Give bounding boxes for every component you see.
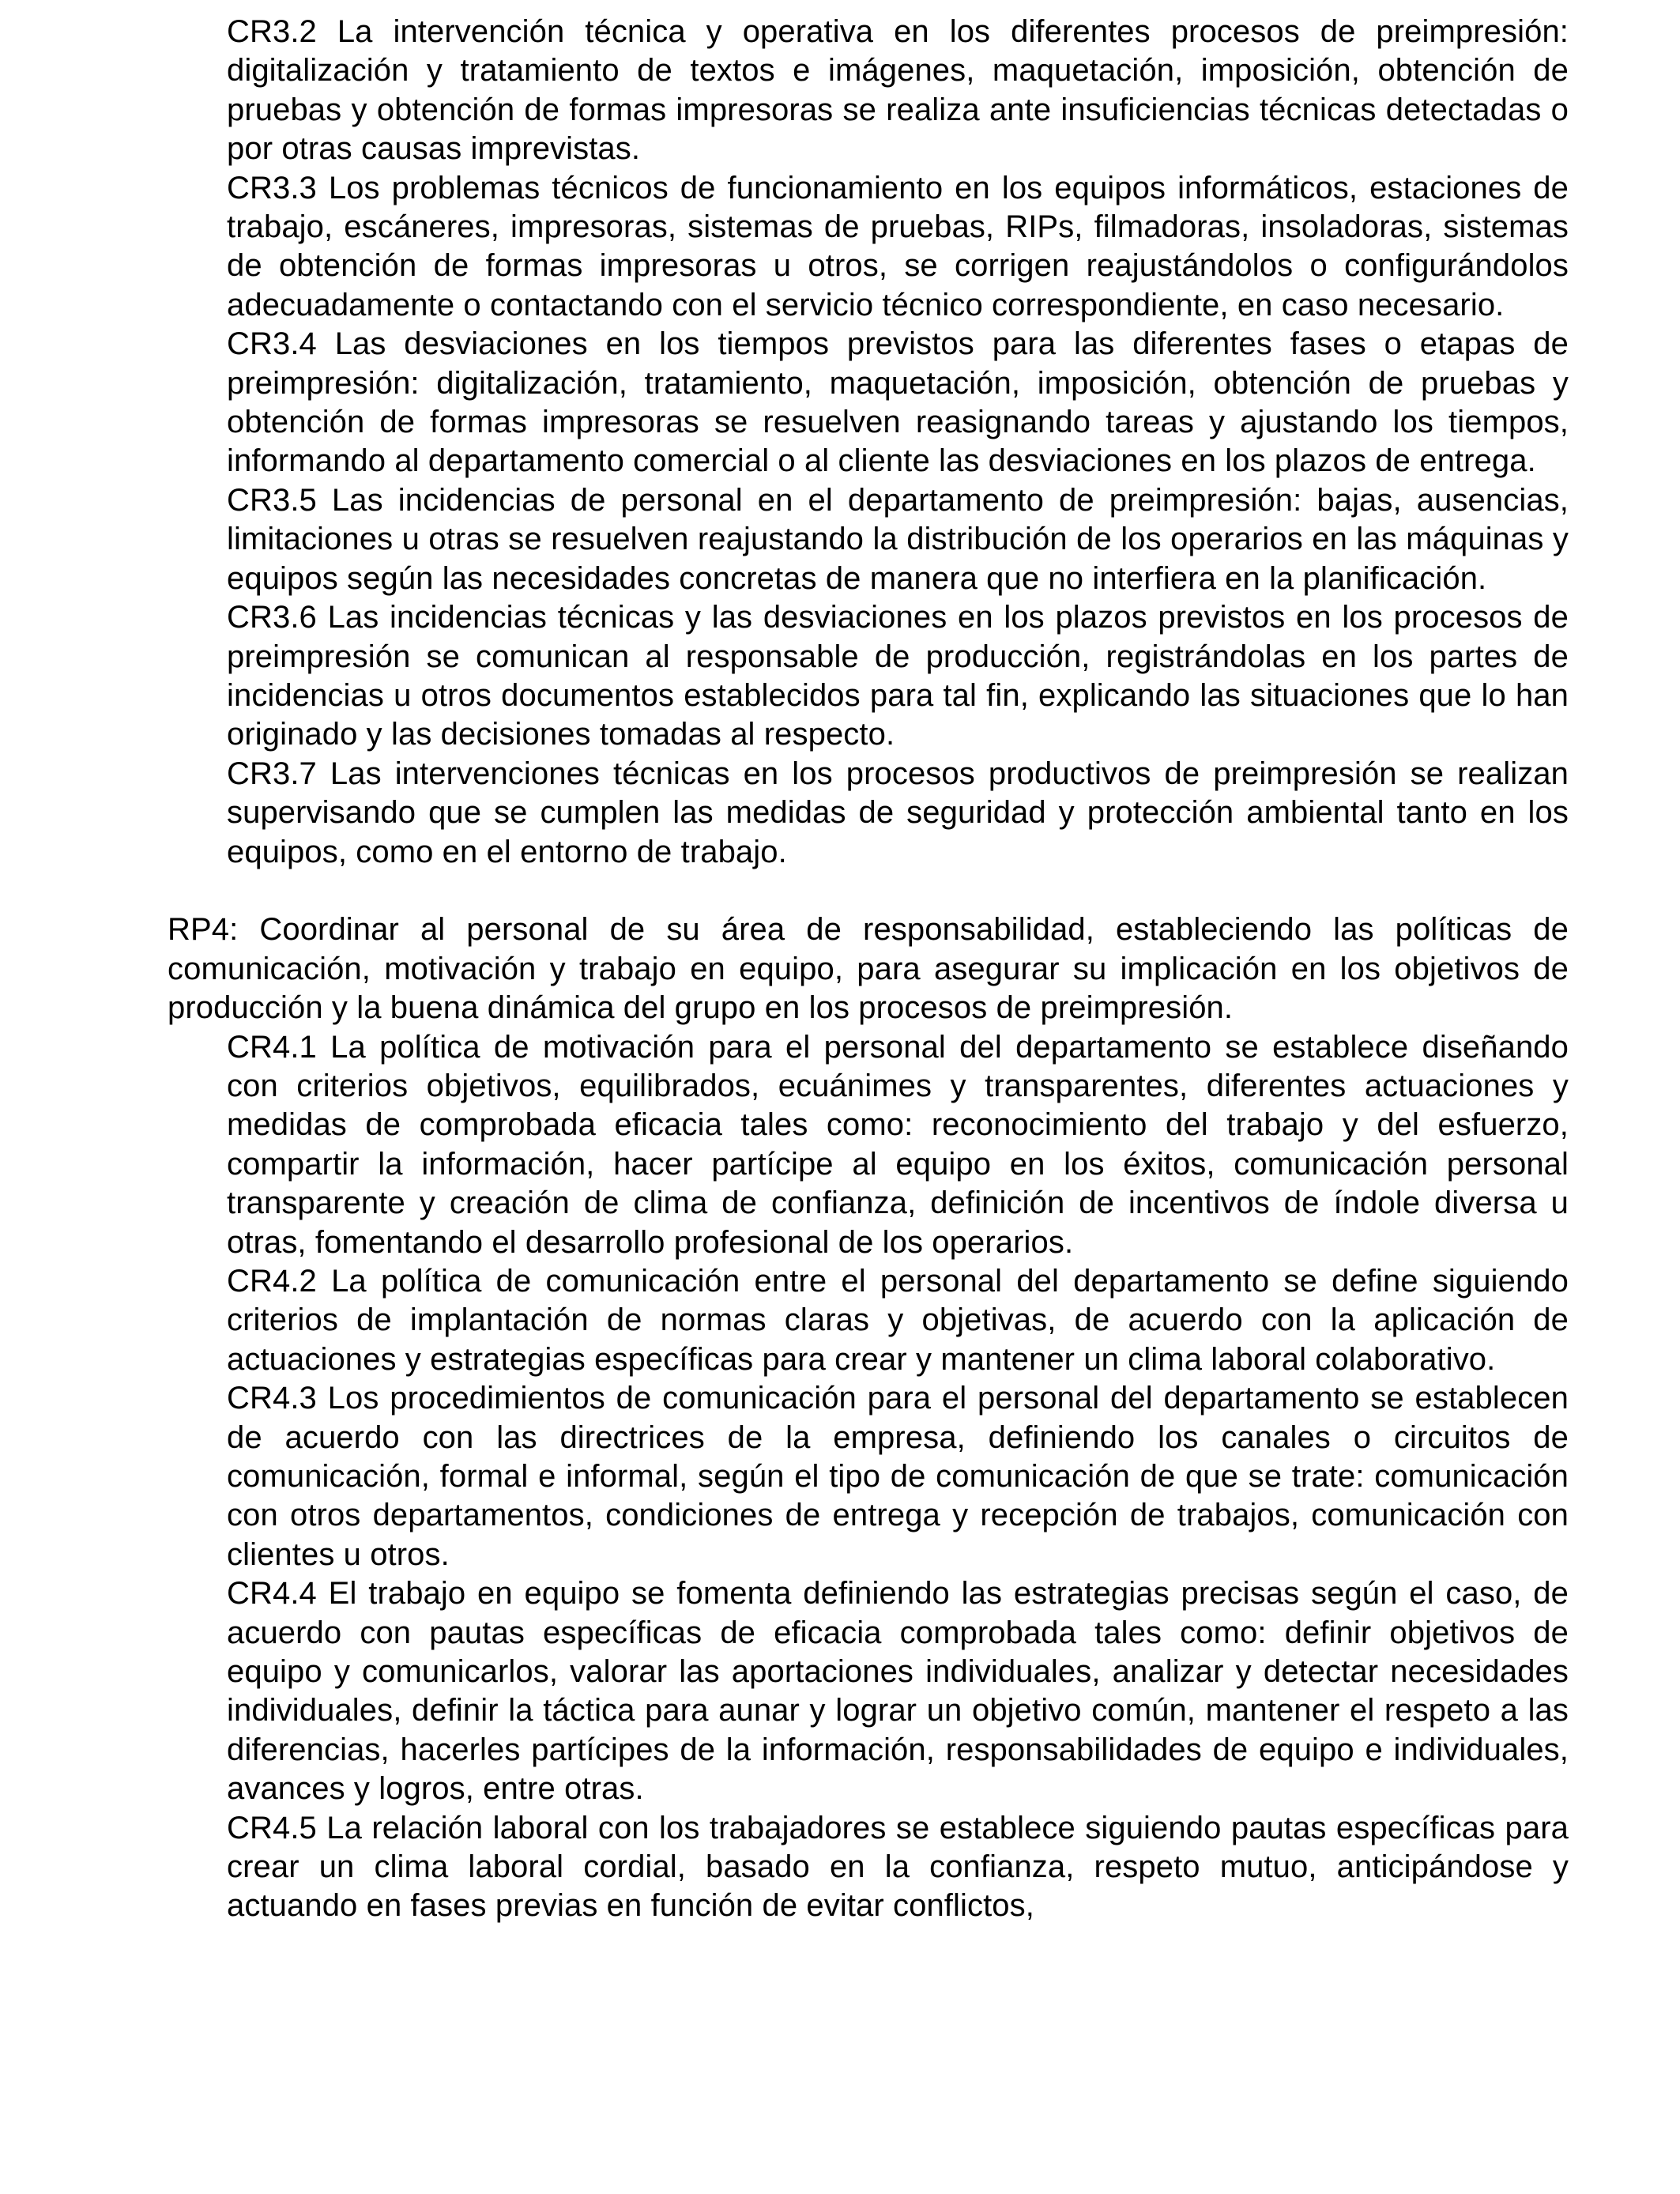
paragraph-cr4-5: CR4.5 La relación laboral con los trabajadores se establece siguiendo pautas específicas para crear un clima laboral cordial, basado en la confianza, respeto mutuo, anticipándose y actuando en fases previas en función de evitar conflictos, — [227, 1810, 1569, 1924]
paragraph-cr4-4: CR4.4 El trabajo en equipo se fomenta definiendo las estrategias precisas según el caso, de acuerdo con pautas específicas de eficacia comprobada tales como: definir objetivos de equipo y comunicarlos, valorar las aportaciones individuales, analizar y detectar necesidades individuales, definir la táctica para aunar y lograr un objetivo común, mantener el respeto a las diferencias, hacerles partícipes de la información, responsabilidades de equipo e individuales, avances y logros, entre otras. — [227, 1576, 1569, 1807]
paragraph-cr3-3: CR3.3 Los problemas técnicos de funcionamiento en los equipos informáticos, estaciones de trabajo, escáneres, impresoras, sistemas de pruebas, RIPs, filmadoras, insoladoras, sistemas de obtención de formas impresoras u otros, se corrigen reajustándolos o configurándolos adecuadamente o contactando con el servicio técnico correspondiente, en caso necesario. — [227, 170, 1569, 322]
paragraph-rp4: RP4: Coordinar al personal de su área de responsabilidad, estableciendo las políticas de comunicación, motivación y trabajo en equipo, para asegurar su implicación en los objetivos de producción y la buena dinámica del grupo en los procesos de preimpresión. — [168, 912, 1569, 1026]
paragraph-cr3-7: CR3.7 Las intervenciones técnicas en los procesos productivos de preimpresión se realizan supervisando que se cumplen las medidas de seguridad y protección ambiental tanto en los equipos, como en el entorno de trabajo. — [227, 756, 1569, 869]
paragraph-cr3-6: CR3.6 Las incidencias técnicas y las desviaciones en los plazos previstos en los procesos de preimpresión se comunican al responsable de producción, registrándolas en los partes de incidencias u otros documentos establecidos para tal fin, explicando las situaciones que lo han originado y las decisiones tomadas al respecto. — [227, 600, 1569, 752]
paragraph-cr3-4: CR3.4 Las desviaciones en los tiempos previstos para las diferentes fases o etapas de preimpresión: digitalización, tratamiento, maquetación, imposición, obtención de pruebas y obtención de formas impresoras se resuelven reasignando tareas y ajustando los tiempos, informando al departamento comercial o al cliente las desviaciones en los plazos de entrega. — [227, 326, 1569, 479]
paragraph-cr4-3: CR4.3 Los procedimientos de comunicación para el personal del departamento se establecen de acuerdo con las directrices de la empresa, definiendo los canales o circuitos de comunicación, formal e informal, según el tipo de comunicación de que se trate: comunicación con otros departamentos, condiciones de entrega y recepción de trabajos, comunicación con clientes u otros. — [227, 1381, 1569, 1572]
paragraph-cr4-1: CR4.1 La política de motivación para el personal del departamento se establece diseñando con criterios objetivos, equilibrados, ecuánimes y transparentes, diferentes actuaciones y medidas de comprobada eficacia tales como: reconocimiento del trabajo y del esfuerzo, compartir la información, hacer partícipe al equipo en los éxitos, comunicación personal transparente y creación de clima de confianza, definición de incentivos de índole diversa u otras, fomentando el desarrollo profesional de los operarios. — [227, 1029, 1569, 1260]
paragraph-cr3-5: CR3.5 Las incidencias de personal en el departamento de preimpresión: bajas, ausencias, limitaciones u otras se resuelven reajustando la distribución de los operarios en las máquinas y equipos según las necesidades concretas de manera que no interfiera en la planificación. — [227, 482, 1569, 596]
paragraph-cr3-2: CR3.2 La intervención técnica y operativa en los diferentes procesos de preimpresión: digitalización y tratamiento de textos e imágenes, maquetación, imposición, obtención de pruebas y obtención de formas impresoras se realiza ante insuficiencias técnicas detectadas o por otras causas imprevistas. — [227, 14, 1569, 167]
paragraph-cr4-2: CR4.2 La política de comunicación entre el personal del departamento se define siguiendo criterios de implantación de normas claras y objetivas, de acuerdo con la aplicación de actuaciones y estrategias específicas para crear y mantener un clima laboral colaborativo. — [227, 1263, 1569, 1377]
